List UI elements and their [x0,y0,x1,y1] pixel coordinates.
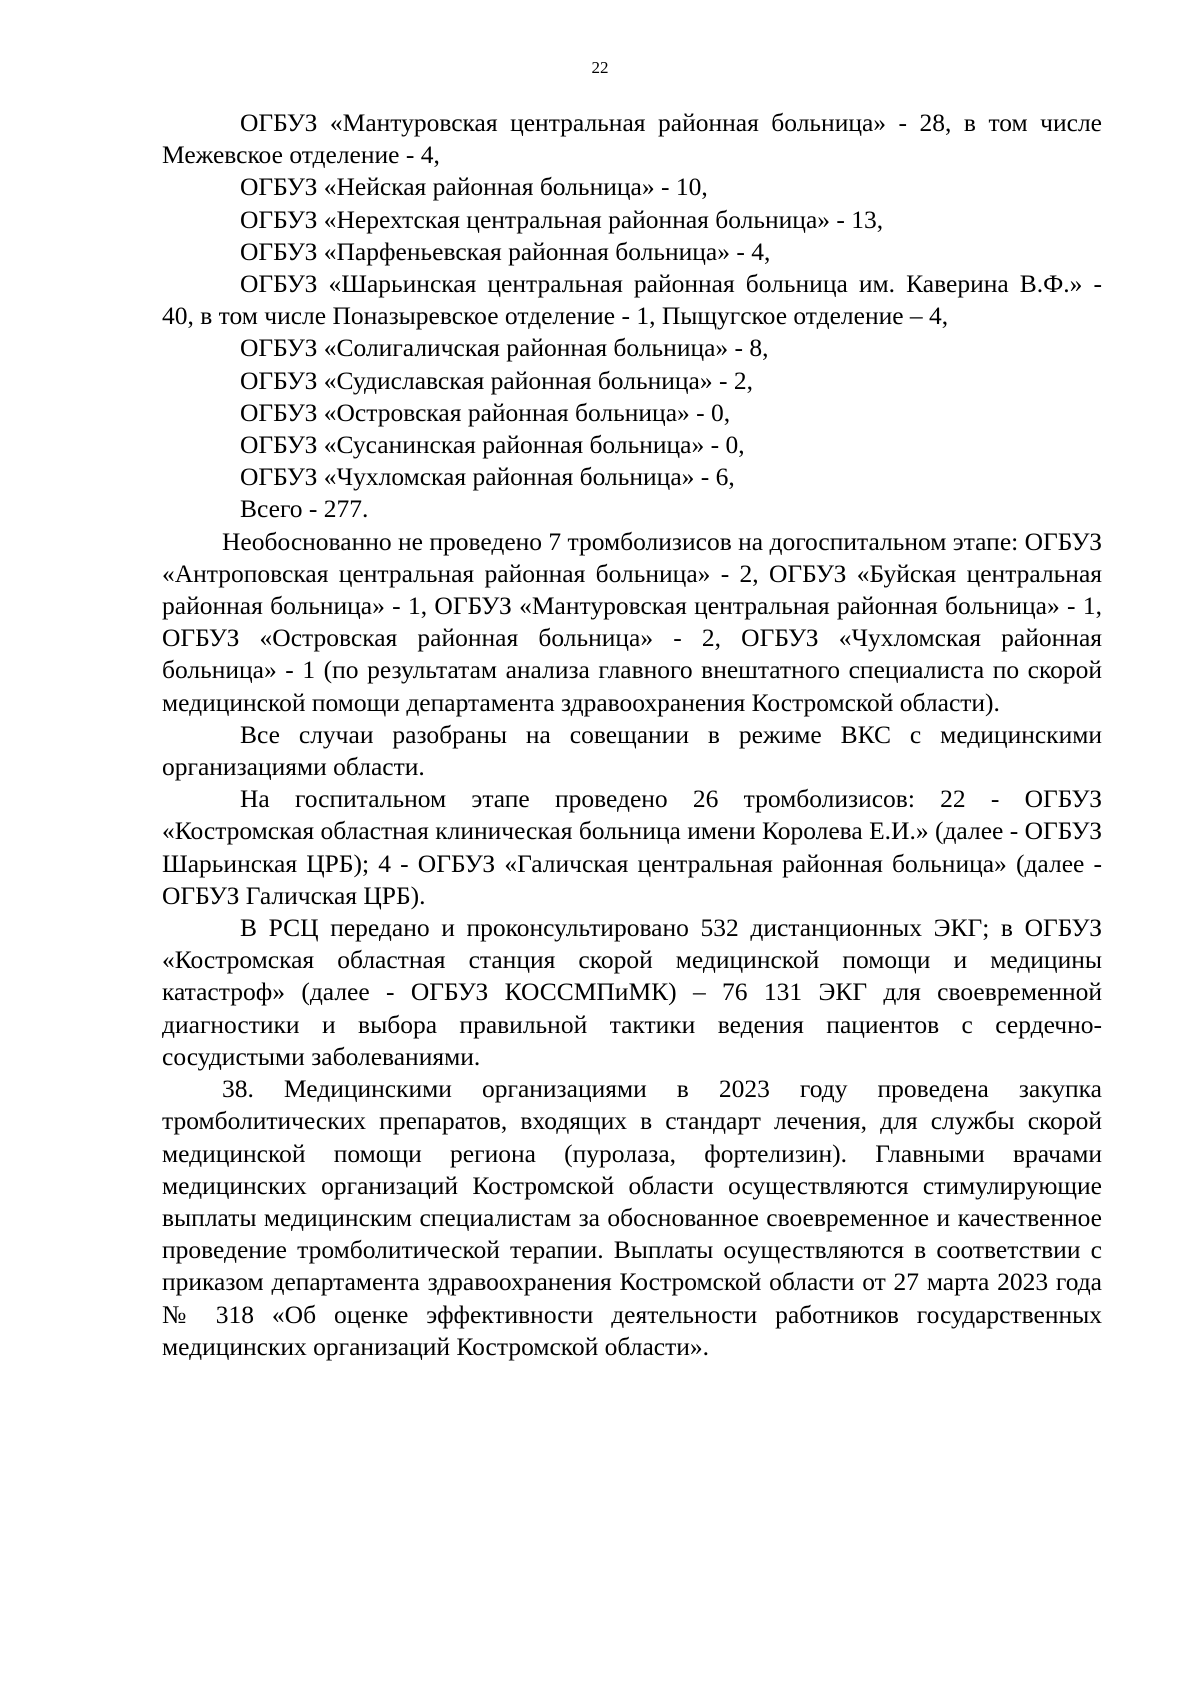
paragraph-parfenyevo: ОГБУЗ «Парфеньевская районная больница» - 4, [240,236,771,266]
paragraph-ostrovskoye: ОГБУЗ «Островская районная больница» - 0, [240,397,731,427]
paragraph-sudislavl: ОГБУЗ «Судиславская районная больница» - 2, [240,365,753,395]
paragraph-cases-reviewed: Все случаи разобраны на совещании в режиме ВКС с медицинскими организациями области. [162,719,1102,782]
document-body [162,107,1102,1363]
paragraph-manturovo: ОГБУЗ «Мантуровская центральная районная больница» - 28, в том числе Межевское отделение - 4, [162,108,1102,170]
paragraph-ecg-transfer: В РСЦ передано и проконсультировано 532 дистанционных ЭКГ; в ОГБУЗ «Костромская областная станция скорой медицинской помощи и медицины катастроф» (далее - ОГБУЗ КОССМПиМК) – 76 131 ЭКГ для своевременной диагностики и выбора правильной тактики ведения пациентов с сердечно-сосудистыми заболеваниями. [162,913,1102,1071]
page-number: 22 [591,58,609,77]
paragraph-nerekhta: ОГБУЗ «Нерехтская центральная районная больница» - 13, [240,204,884,234]
paragraph-unjustified-thrombolysis: Необоснованно не проведено 7 тромболизисов на догоспитальном этапе: ОГБУЗ «Антроповская центральная районная больница» - 2, ОГБУЗ «Буйская центральная районная больница» - 1, ОГБУЗ «Мантуровская центральная районная больница» - 1, ОГБУЗ «Островская районная больница» - 2, ОГБУЗ «Чухломская районная больница» - 1 (по результатам анализа главного внештатного специалиста по скорой медицинской помощи департамента здравоохранения Костромской области). [162,526,1102,717]
paragraph-hospital-stage: На госпитальном этапе проведено 26 тромболизисов: 22 - ОГБУЗ «Костромская областная клиническая больница имени Королева Е.И.» (далее - ОГБУЗ Шарьинская ЦРБ); 4 - ОГБУЗ «Галичская центральная районная больница» (далее - ОГБУЗ Галичская ЦРБ). [162,784,1102,910]
paragraph-sharya: ОГБУЗ «Шарьинская центральная районная больница им. Каверина В.Ф.» - 40, в том числе Поназыревское отделение - 1, Пыщугское отделение – 4, [162,269,1102,331]
paragraph-susanino: ОГБУЗ «Сусанинская районная больница» - 0, [240,430,745,460]
paragraph-soligalich: ОГБУЗ «Солигаличская районная больница» - 8, [240,333,769,363]
paragraph-item-38: 38. Медицинскими организациями в 2023 году проведена закупка тромболитических препаратов, входящих в стандарт лечения, для службы скорой медицинской помощи региона (пуролаза, фортелизин). Главными врачами медицинских организаций Костромской области осуществляются стимулирующие выплаты медицинским специалистам за обоснованное своевременное и качественное проведение тромболитической терапии. Выплаты осуществляются в соответствии с приказом департамента здравоохранения Костромской области от 27 марта 2023 года № 318 «Об оценке эффективности деятельности работников государственных медицинских организаций Костромской области». [162,1074,1102,1361]
paragraph-total: Всего - 277. [240,494,369,524]
paragraph-chukhloma: ОГБУЗ «Чухломская районная больница» - 6, [240,462,735,492]
paragraph-neya: ОГБУЗ «Нейская районная больница» - 10, [240,172,708,202]
